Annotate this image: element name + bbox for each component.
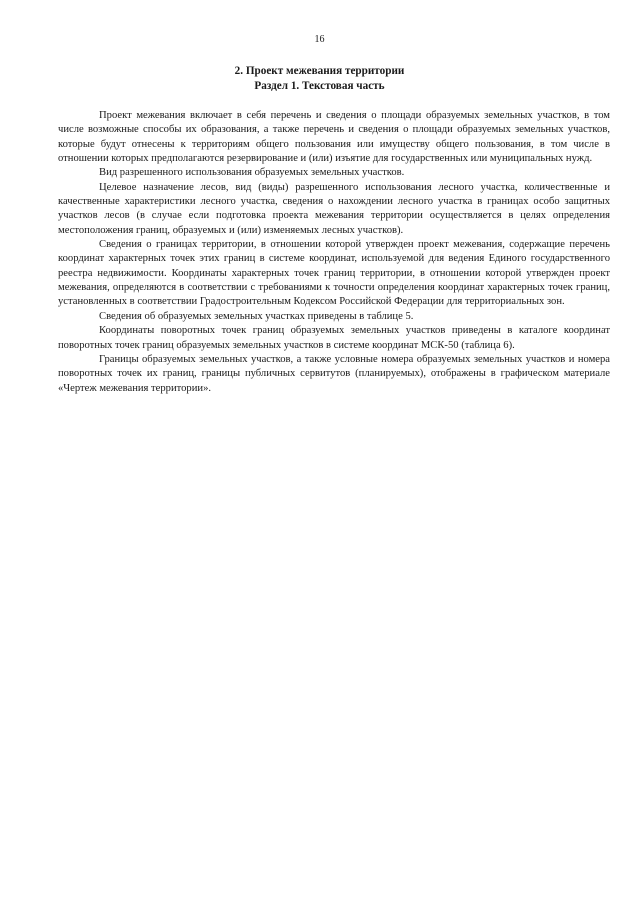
paragraph: Границы образуемых земельных участков, а также условные номера образуемых земельных участков и номера поворотных точек их границ, границы публичных сервитутов (планируемых), отображены в графическом материале «Чертеж межевания территории».	[58, 353, 610, 394]
paragraph: Координаты поворотных точек границ образуемых земельных участков приведены в каталоге координат поворотных точек границ образуемых земельных участков в системе координат МСК-50 (таблица 6).	[58, 325, 610, 351]
paragraph: Сведения об образуемых земельных участках приведены в таблице 5.	[99, 310, 414, 322]
paragraph: Сведения о границах территории, в отношении которой утвержден проект межевания, содержащие перечень координат характерных точек этих границ в системе координат, используемой для ведения Единого государственного реестра недвижимости. Координаты характерных точек границ территории, в отношении которой утвержден проект межевания, определяются в соответствии с требованиями к точности определения координат характерных точек границ, установленных в соответствии Градостроительным Кодексом Российской Федерации для территориальных зон.	[58, 239, 610, 308]
heading-title: 2. Проект межевания территории	[234, 65, 405, 77]
section-heading	[0, 64, 639, 94]
page-number: 16	[314, 34, 325, 45]
paragraph: Проект межевания включает в себя перечень и сведения о площади образуемых земельных участков, в том числе возможные способы их образования, а также перечень и сведения о площади образуемых земельных участков, которые будут отнесены к территориям общего пользования или имуществу общего пользования, в том числе в отношении которых предполагаются резервирование и (или) изъятие для государственных или муниципальных нужд.	[58, 110, 610, 165]
body-text	[58, 109, 610, 396]
paragraph: Целевое назначение лесов, вид (виды) разрешенного использования лесного участка, количественные и качественные характеристики лесного участка, сведения о нахождении лесного участка в границах особо защитных участков лесов (в случае если подготовка проекта межевания территории осуществляется в целях определения местоположения границ, образуемых и (или) изменяемых лесных участков).	[58, 181, 610, 236]
paragraph: Вид разрешенного использования образуемых земельных участков.	[99, 167, 405, 179]
heading-subtitle: Раздел 1. Текстовая часть	[254, 80, 385, 92]
